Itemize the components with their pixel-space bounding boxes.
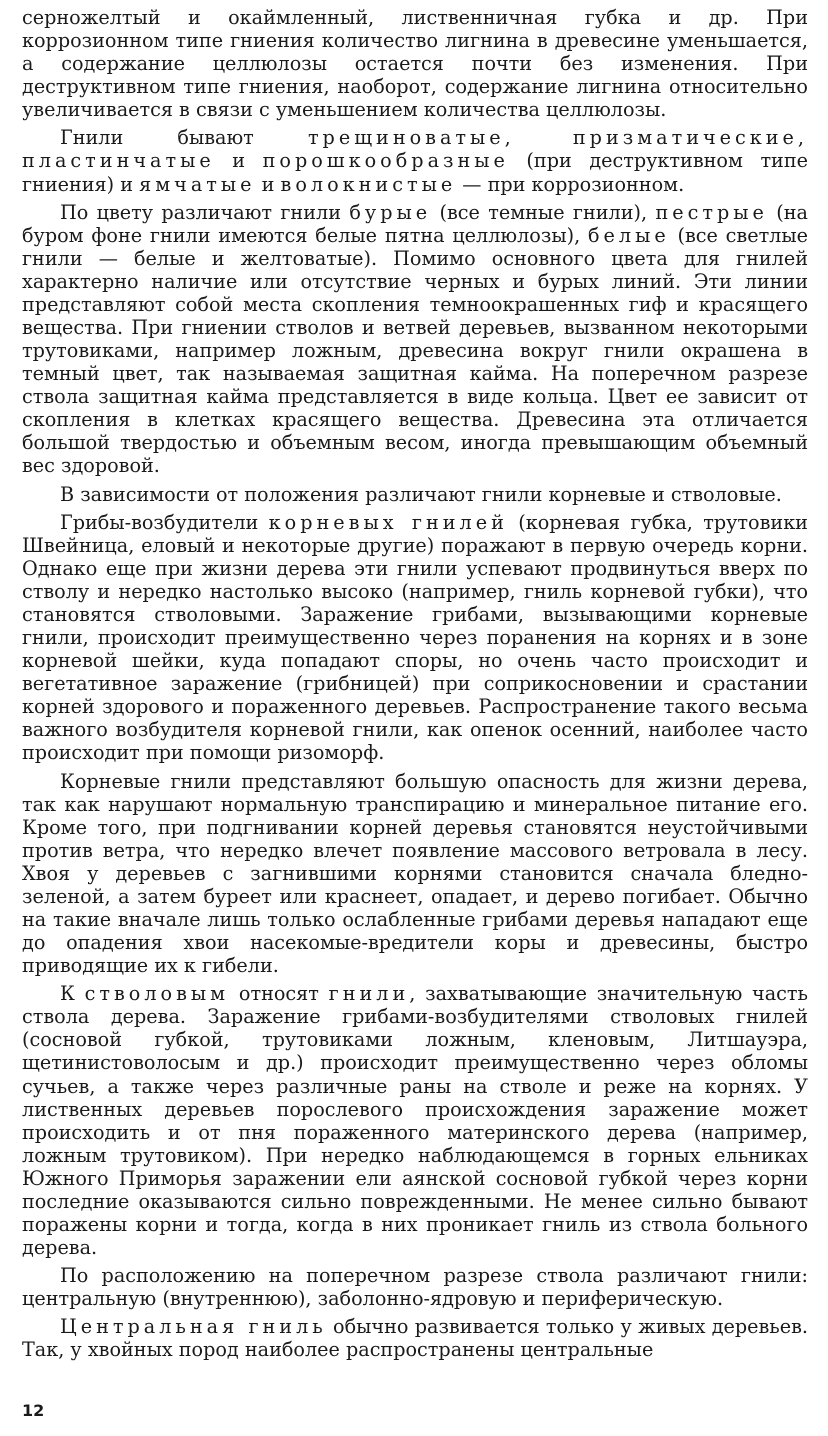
paragraph: Корневые гнили представляют большую опасность для жизни дерева, так как нарушают нормальную транспирацию и минеральное питание его. Кроме того, при подгнивании корней деревья становятся неустойчивыми против ветра, что нередко влечет появление массового ветровала в лесу. Хвоя у деревьев с загнившими корнями становится сначала бледно-зеленой, а затем буреет или краснеет, опадает, и дерево погибает. Обычно на такие вначале лишь только ослабленные грибами деревья нападают еще до опадения хвои насекомые-вредители коры и древесины, быстро приводящие их к гибели.	[22, 769, 808, 978]
spaced-term: гнили	[328, 982, 410, 1006]
page-body	[22, 6, 808, 1366]
paragraph: Центральная гниль обычно развивается только у живых деревьев. Так, у хвойных пород наиболее распространены центральные	[22, 1315, 809, 1362]
spaced-term: пестрые	[655, 200, 768, 224]
spaced-term: порошкообразные	[262, 149, 509, 173]
paragraph: серножелтый и окаймленный, лиственничная губка и др. При коррозионном типе гниения количество лигнина в древесине уменьшается, а содержание целлюлозы остается почти без изменения. При деструктивном типе гниения, наоборот, содержание лигнина относительно увеличивается в связи с уменьшением количества целлюлозы.	[22, 6, 808, 122]
spaced-term: Центральная гниль	[60, 1315, 327, 1339]
spaced-term: стволовым	[84, 982, 230, 1006]
paragraph: Грибы-возбудители корневых гнилей (корневая губка, трутовики Швейница, еловый и некоторые другие) поражают в первую очередь корни. Однако еще при жизни дерева эти гнили успевают продвинуться вверх по стволу и нередко настолько высоко (например, гниль корневой губки), что становятся стволовыми. Заражение грибами, вызывающими корневые гнили, происходит преимущественно через поранения на корнях и в зоне корневой шейки, куда попадают споры, но очень часто происходит и вегетативное заражение (грибницей) при соприкосновении и срастании корней здорового и пораженного деревьев. Распространение такого весьма важного возбудителя корневой гнили, как опенок осенний, наиболее часто происходит при помощи ризоморф.	[22, 510, 808, 765]
paragraph: По цвету различают гнили бурые (все темные гнили), пестрые (на буром фоне гнили имеются белые пятна целлюлозы), белые (все светлые гнили — белые и желтоватые). Помимо основного цвета для гнилей характерно наличие или отсутствие черных и бурых линий. Эти линии представляют собой места скопления темноокрашенных гиф и красящего вещества. При гниении стволов и ветвей деревьев, вызванном некоторыми трутовиками, например ложным, древесина вокруг гнили окрашена в темный цвет, так называемая защитная кайма. На поперечном разрезе ствола защитная кайма представляется в виде кольца. Цвет ее зависит от скопления в клетках красящего вещества. Древесина эта отличается большой твердостью и объемным весом, иногда превышающим объемный вес здоровой.	[22, 200, 808, 478]
spaced-term: волокнистые	[280, 172, 457, 196]
paragraph: Гнили бывают трещиноватые, призматические, пластинчатые и порошкообразные (при деструктивном типе гниения) и ямчатые и волокнистые — при коррозионном.	[22, 126, 808, 196]
paragraph: В зависимости от положения различают гнили корневые и стволовые.	[60, 482, 782, 506]
spaced-term: белые	[587, 223, 670, 247]
paragraph: По расположению на поперечном разрезе ствола различают гнили: центральную (внутреннюю), заболонно-ядровую и периферическую.	[22, 1264, 808, 1311]
spaced-term: бурые	[349, 200, 432, 224]
page-number: 12	[22, 1401, 45, 1420]
spaced-term: корневых гнилей	[268, 510, 508, 534]
spaced-term: трещиноватые, призматические, пластинчатые	[22, 126, 808, 173]
spaced-term: ямчатые	[139, 172, 256, 196]
paragraph: К стволовым относят гнили, захватывающие значительную часть ствола дерева. Заражение грибами-возбудителями стволовых гнилей (сосновой губкой, трутовиками ложным, кленовым, Литшауэра, щетинистоволосым и др.) происходит преимущественно через обломы сучьев, а также через различные раны на стволе и реже на корнях. У лиственных деревьев порослевого происхождения заражение может происходить и от пня пораженного материнского дерева (например, ложным трутовиком). При нередко наблюдающемся в горных ельниках Южного Приморья заражении ели аянской сосновой губкой через корни последние оказываются сильно поврежденными. Не менее сильно бывают поражены корни и тогда, когда в них проникает гниль из ствола больного дерева.	[22, 982, 808, 1260]
